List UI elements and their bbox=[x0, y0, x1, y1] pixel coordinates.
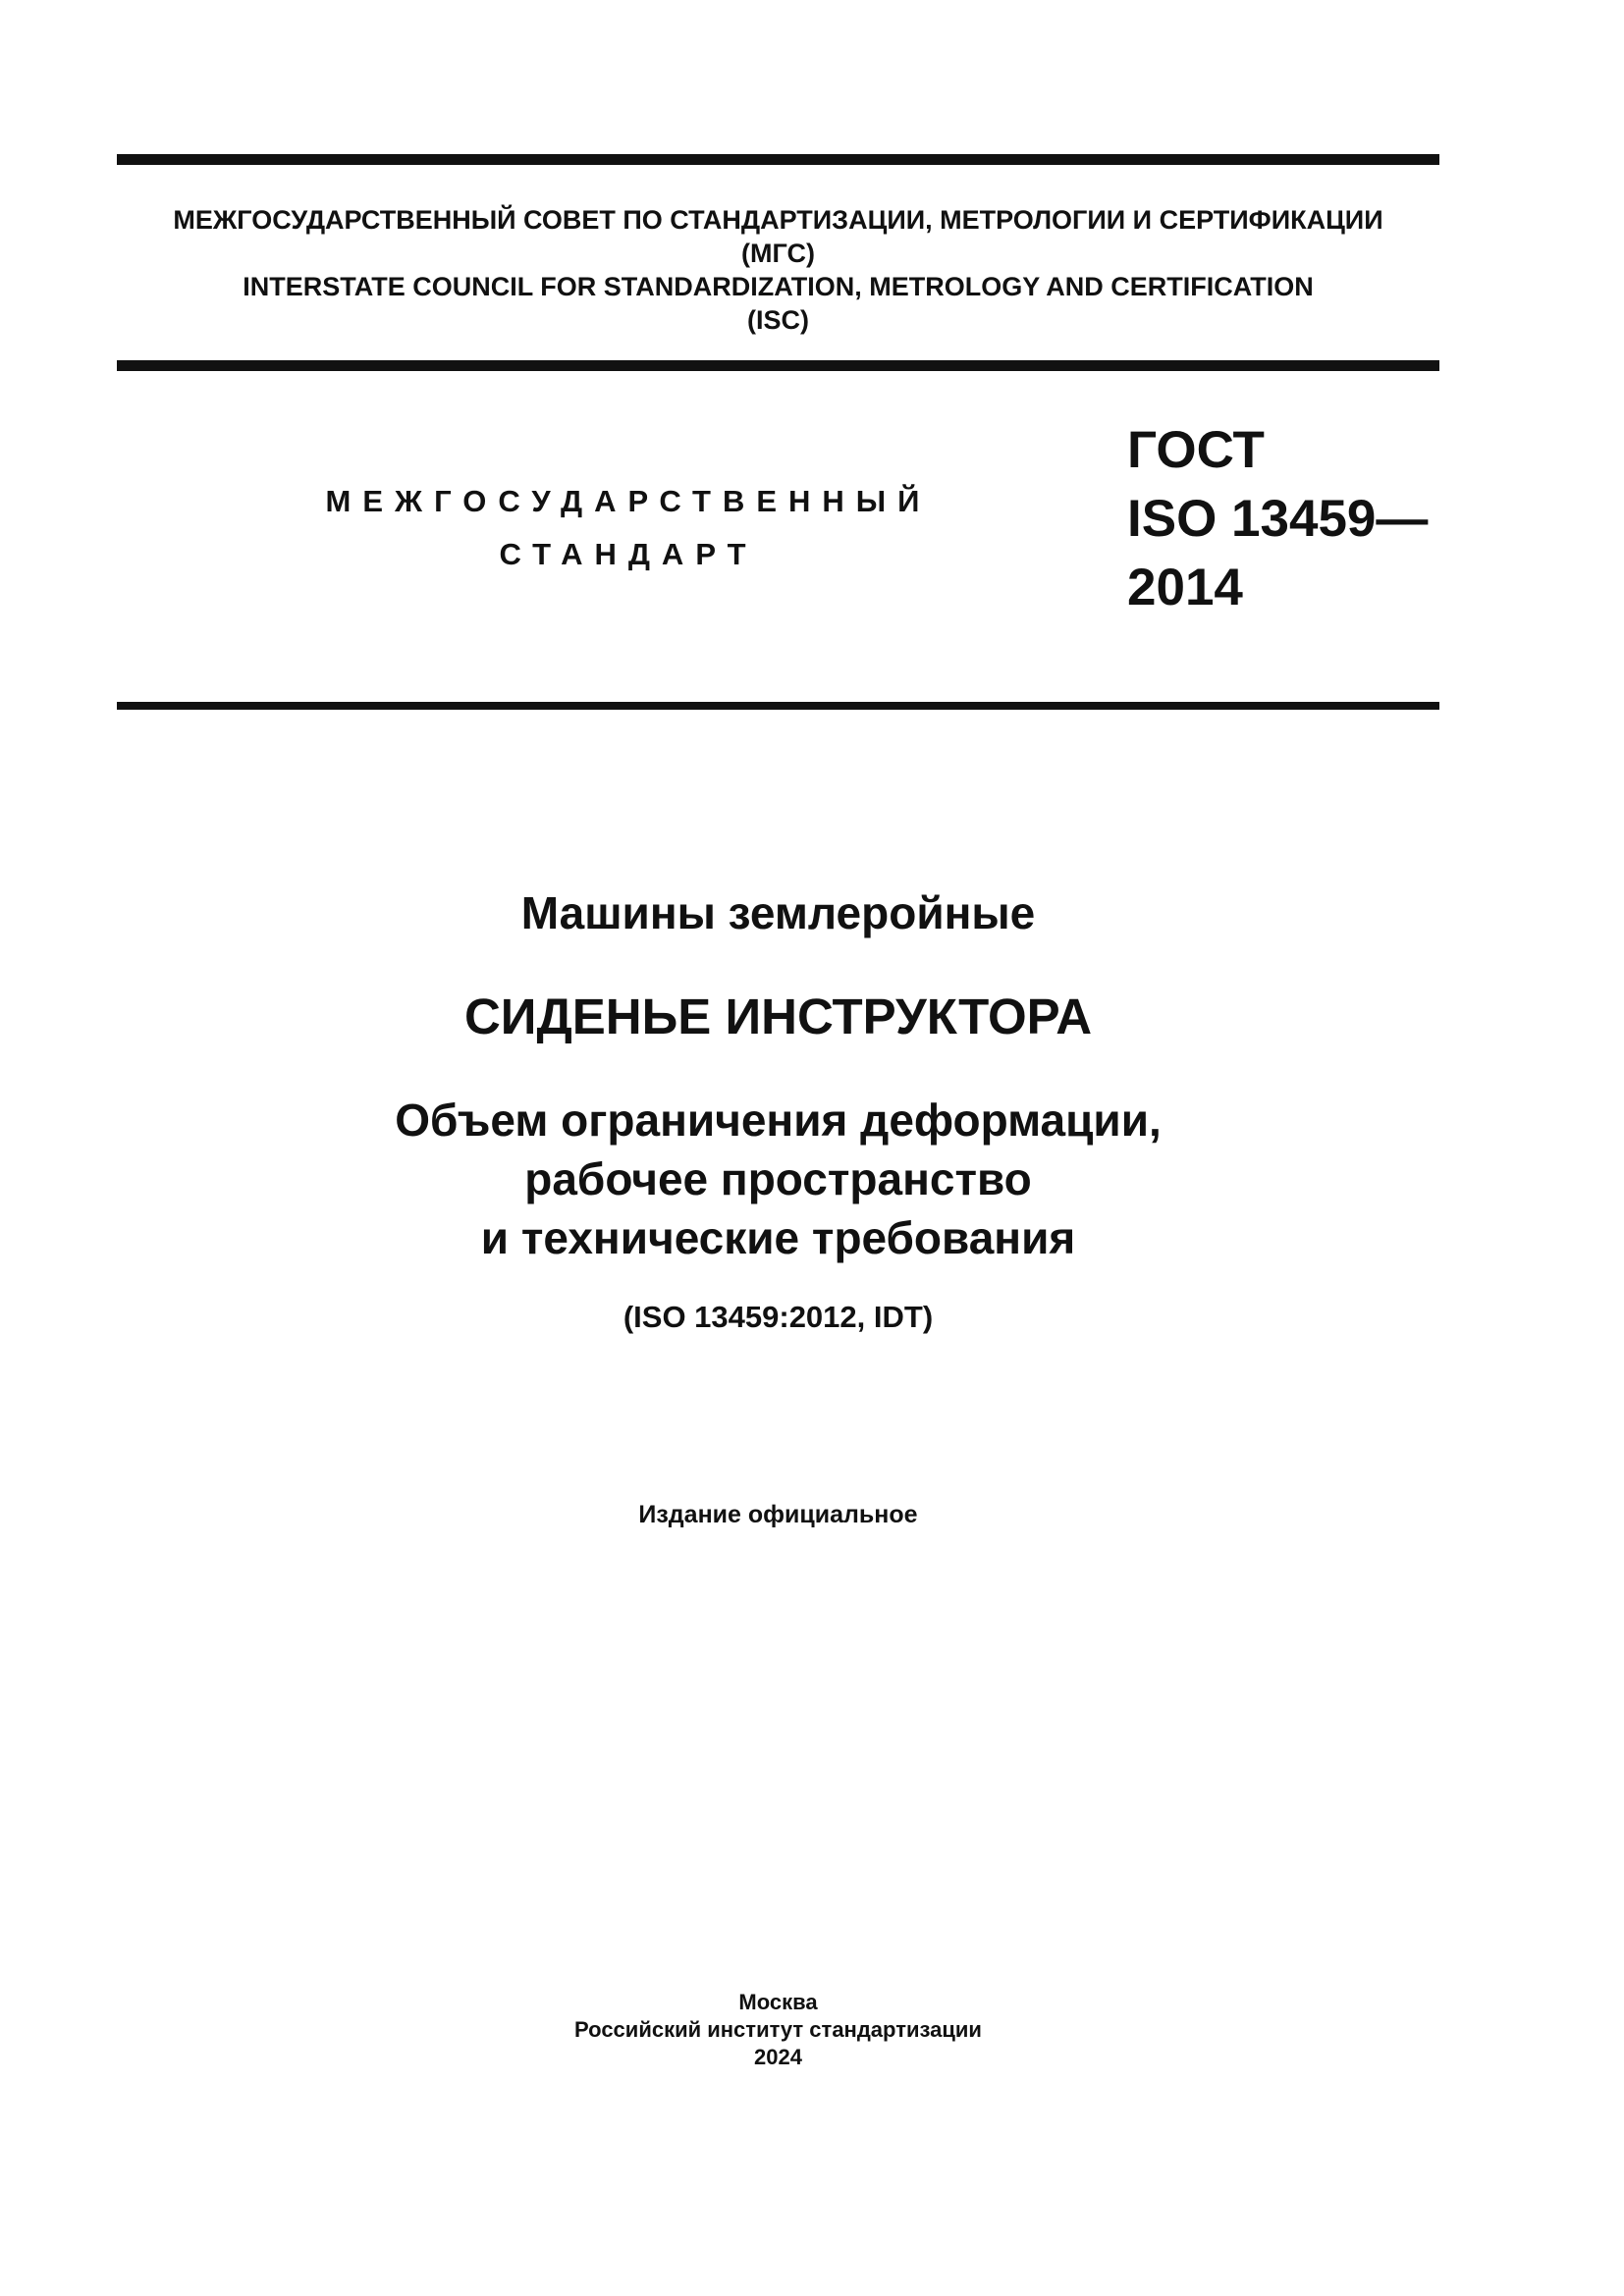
top-rule bbox=[117, 154, 1439, 165]
iso-reference: (ISO 13459:2012, IDT) bbox=[623, 1300, 934, 1334]
imprint-publisher: Российский институт стандартизации bbox=[574, 2017, 982, 2042]
middle-rule bbox=[117, 360, 1439, 371]
subtitle-line3: и технические требования bbox=[480, 1212, 1076, 1263]
document-title: СИДЕНЬЕ ИНСТРУКТОРА bbox=[463, 988, 1093, 1044]
document-subtitle bbox=[117, 1091, 1439, 1267]
subtitle-line2: рабочее пространство bbox=[524, 1153, 1032, 1204]
document-subject: Машины землеройные bbox=[520, 887, 1036, 938]
bottom-rule bbox=[117, 702, 1439, 710]
standard-type-line1: МЕЖГОСУДАРСТВЕННЫЙ bbox=[325, 484, 932, 518]
standard-designation bbox=[1127, 416, 1428, 622]
edition-note: Издание официальное bbox=[638, 1501, 918, 1528]
designation-line2: ISO 13459— bbox=[1127, 490, 1429, 548]
imprint-city: Москва bbox=[738, 1990, 818, 2014]
imprint-year: 2024 bbox=[754, 2045, 802, 2069]
standard-type bbox=[295, 475, 962, 581]
council-name-en: INTERSTATE COUNCIL FOR STANDARDIZATION, METROLOGY AND CERTIFICATION bbox=[243, 272, 1314, 301]
designation-line3: 2014 bbox=[1127, 559, 1243, 616]
council-header bbox=[117, 203, 1439, 337]
standard-type-line2: СТАНДАРТ bbox=[499, 537, 758, 571]
council-name-ru: МЕЖГОСУДАРСТВЕННЫЙ СОВЕТ ПО СТАНДАРТИЗАЦИИ, МЕТРОЛОГИИ И СЕРТИФИКАЦИИ bbox=[173, 205, 1383, 235]
council-abbr-ru: (МГС) bbox=[741, 239, 815, 268]
imprint bbox=[117, 1989, 1439, 2071]
council-abbr-en: (ISC) bbox=[747, 305, 809, 335]
designation-line1: ГОСТ bbox=[1127, 421, 1265, 479]
subtitle-line1: Объем ограничения деформации, bbox=[395, 1095, 1162, 1146]
